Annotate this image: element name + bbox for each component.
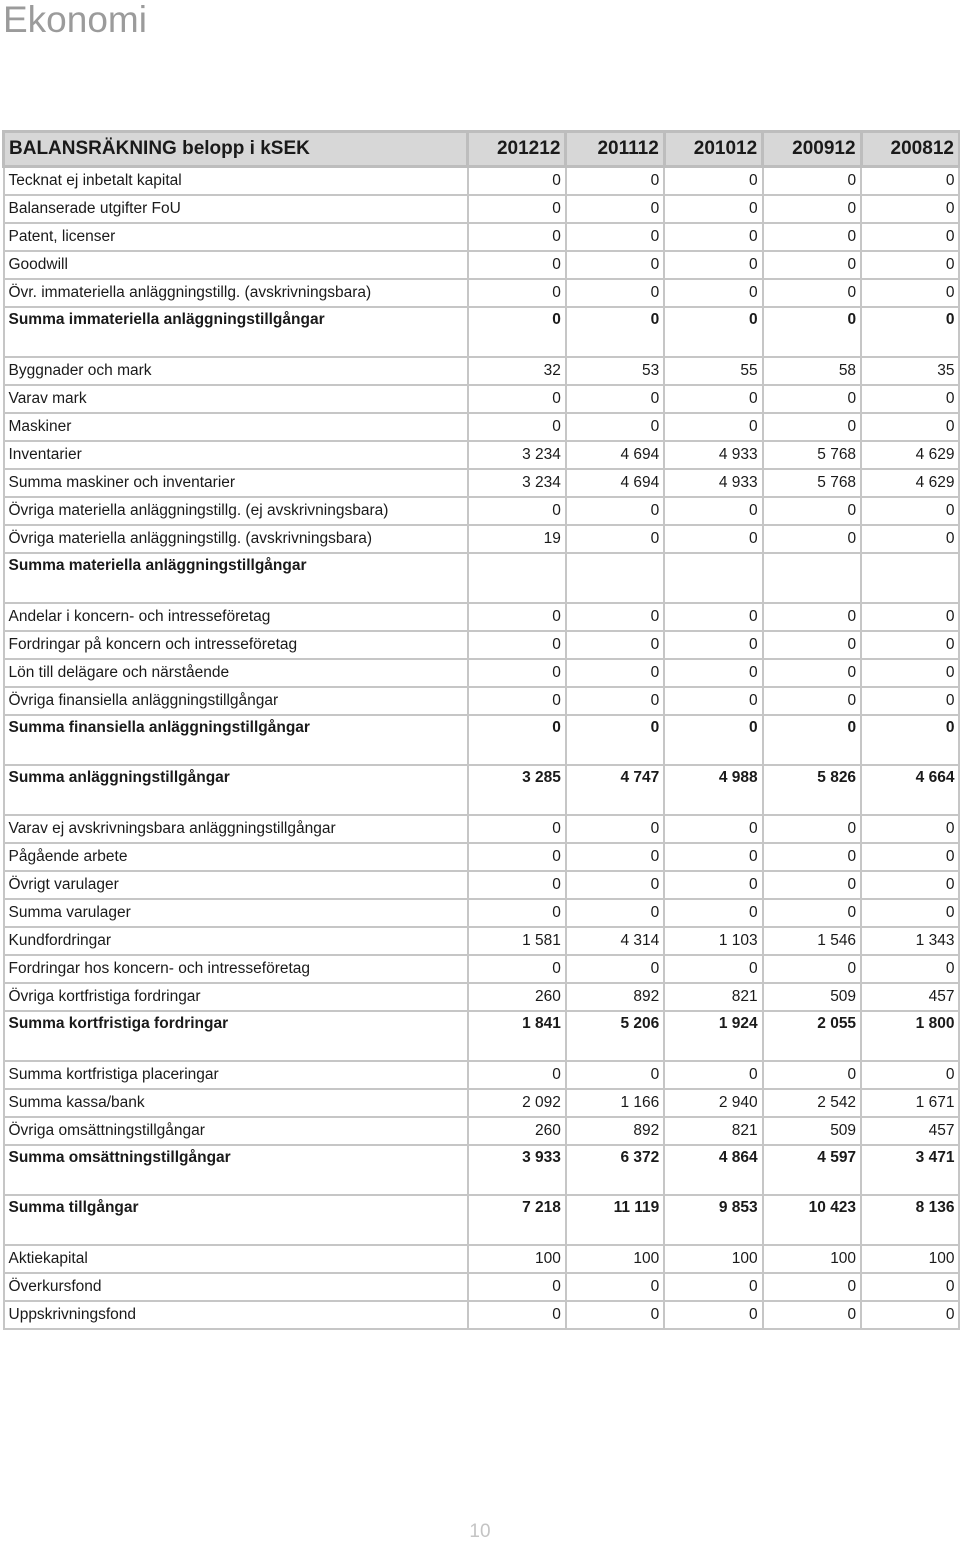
row-value: 0 <box>861 413 959 441</box>
row-value: 0 <box>468 659 566 687</box>
row-value: 0 <box>763 687 861 715</box>
row-value: 0 <box>664 279 762 307</box>
row-value: 0 <box>861 815 959 843</box>
row-value: 0 <box>664 871 762 899</box>
row-value: 0 <box>763 279 861 307</box>
row-value: 3 234 <box>468 469 566 497</box>
row-value: 0 <box>763 871 861 899</box>
row-label: Övriga omsättningstillgångar <box>4 1117 468 1145</box>
table-row <box>4 687 960 715</box>
row-value: 0 <box>468 385 566 413</box>
row-value: 0 <box>763 1273 861 1301</box>
row-label: Summa varulager <box>4 899 468 927</box>
table-row <box>4 167 960 196</box>
row-value: 0 <box>763 251 861 279</box>
row-value: 0 <box>468 843 566 871</box>
row-label: Överkursfond <box>4 1273 468 1301</box>
row-value: 7 218 <box>468 1195 566 1245</box>
row-value: 2 542 <box>763 1089 861 1117</box>
table-row <box>4 1301 960 1329</box>
row-value: 0 <box>566 871 664 899</box>
row-label: Övriga finansiella anläggningstillgångar <box>4 687 468 715</box>
row-value: 0 <box>861 525 959 553</box>
row-value: 892 <box>566 983 664 1011</box>
row-value: 5 826 <box>763 765 861 815</box>
year-header: 201012 <box>664 132 762 167</box>
row-value: 1 581 <box>468 927 566 955</box>
row-label: Övriga kortfristiga fordringar <box>4 983 468 1011</box>
row-value: 0 <box>763 223 861 251</box>
table-header-row <box>4 132 960 167</box>
row-value: 0 <box>566 413 664 441</box>
row-value: 0 <box>763 603 861 631</box>
row-value: 2 940 <box>664 1089 762 1117</box>
row-value: 509 <box>763 983 861 1011</box>
table-header-label: BALANSRÄKNING belopp i kSEK <box>4 132 468 167</box>
row-label: Kundfordringar <box>4 927 468 955</box>
table-row <box>4 307 960 357</box>
row-value: 2 092 <box>468 1089 566 1117</box>
table-row <box>4 815 960 843</box>
row-value: 0 <box>763 1301 861 1329</box>
row-value: 821 <box>664 983 762 1011</box>
row-value: 457 <box>861 983 959 1011</box>
row-value: 0 <box>861 223 959 251</box>
row-value: 4 933 <box>664 441 762 469</box>
table-row <box>4 385 960 413</box>
year-header: 200912 <box>763 132 861 167</box>
row-value: 0 <box>566 385 664 413</box>
row-value: 0 <box>861 871 959 899</box>
row-label: Tecknat ej inbetalt kapital <box>4 167 468 196</box>
row-value: 0 <box>566 955 664 983</box>
row-value: 100 <box>763 1245 861 1273</box>
row-value: 0 <box>664 659 762 687</box>
row-value: 0 <box>763 659 861 687</box>
row-label: Summa maskiner och inventarier <box>4 469 468 497</box>
row-value: 2 055 <box>763 1011 861 1061</box>
row-label: Balanserade utgifter FoU <box>4 195 468 223</box>
row-value: 1 841 <box>468 1011 566 1061</box>
row-value: 0 <box>861 955 959 983</box>
row-label: Summa anläggningstillgångar <box>4 765 468 815</box>
table-row <box>4 195 960 223</box>
row-value: 0 <box>468 899 566 927</box>
row-value: 4 664 <box>861 765 959 815</box>
row-value: 0 <box>763 195 861 223</box>
row-value: 5 206 <box>566 1011 664 1061</box>
row-value: 6 372 <box>566 1145 664 1195</box>
row-value: 0 <box>664 955 762 983</box>
table-row <box>4 251 960 279</box>
row-value: 0 <box>468 1061 566 1089</box>
row-value: 0 <box>468 603 566 631</box>
page-number: 10 <box>469 1521 491 1542</box>
table-row <box>4 603 960 631</box>
row-value: 0 <box>566 715 664 765</box>
row-label: Patent, licenser <box>4 223 468 251</box>
row-value: 0 <box>664 497 762 525</box>
row-label: Övr. immateriella anläggningstillg. (avskrivningsbara) <box>4 279 468 307</box>
row-value: 0 <box>468 715 566 765</box>
row-value <box>763 553 861 603</box>
table-row <box>4 983 960 1011</box>
row-value: 0 <box>468 815 566 843</box>
row-value: 0 <box>566 497 664 525</box>
row-label: Summa tillgångar <box>4 1195 468 1245</box>
row-label: Lön till delägare och närstående <box>4 659 468 687</box>
row-value: 4 597 <box>763 1145 861 1195</box>
row-label: Övrigt varulager <box>4 871 468 899</box>
row-value: 0 <box>566 815 664 843</box>
table-row <box>4 1273 960 1301</box>
row-value: 9 853 <box>664 1195 762 1245</box>
row-value: 0 <box>861 497 959 525</box>
row-value: 0 <box>468 497 566 525</box>
balance-sheet-table <box>2 130 960 1330</box>
row-value: 1 103 <box>664 927 762 955</box>
row-value: 0 <box>566 279 664 307</box>
table-row <box>4 525 960 553</box>
row-value: 100 <box>468 1245 566 1273</box>
row-value: 5 768 <box>763 441 861 469</box>
table-row <box>4 497 960 525</box>
row-value <box>566 553 664 603</box>
row-value: 0 <box>861 279 959 307</box>
row-value: 1 924 <box>664 1011 762 1061</box>
row-value: 55 <box>664 357 762 385</box>
row-value: 0 <box>566 167 664 196</box>
row-value: 1 671 <box>861 1089 959 1117</box>
row-label: Fordringar hos koncern- och intresseföretag <box>4 955 468 983</box>
row-value: 0 <box>664 167 762 196</box>
row-value: 58 <box>763 357 861 385</box>
row-value: 0 <box>664 251 762 279</box>
row-value: 3 234 <box>468 441 566 469</box>
row-value: 0 <box>664 899 762 927</box>
table-row <box>4 1195 960 1245</box>
row-label: Summa kortfristiga placeringar <box>4 1061 468 1089</box>
row-value: 4 933 <box>664 469 762 497</box>
table-row <box>4 1117 960 1145</box>
row-value: 1 546 <box>763 927 861 955</box>
table-row <box>4 1089 960 1117</box>
row-value: 0 <box>664 307 762 357</box>
table-row <box>4 765 960 815</box>
row-value: 0 <box>566 251 664 279</box>
table-row <box>4 441 960 469</box>
row-value: 0 <box>468 687 566 715</box>
row-value: 0 <box>763 715 861 765</box>
row-value: 100 <box>861 1245 959 1273</box>
row-value: 0 <box>664 413 762 441</box>
row-value: 0 <box>664 525 762 553</box>
row-label: Summa kortfristiga fordringar <box>4 1011 468 1061</box>
row-label: Varav mark <box>4 385 468 413</box>
row-value: 4 314 <box>566 927 664 955</box>
table-row <box>4 715 960 765</box>
table-row <box>4 1145 960 1195</box>
row-value: 19 <box>468 525 566 553</box>
row-label: Summa omsättningstillgångar <box>4 1145 468 1195</box>
row-value: 0 <box>664 843 762 871</box>
row-value: 0 <box>664 1061 762 1089</box>
row-value: 0 <box>763 899 861 927</box>
table-row <box>4 631 960 659</box>
row-value: 4 747 <box>566 765 664 815</box>
row-value: 0 <box>664 631 762 659</box>
row-value: 4 988 <box>664 765 762 815</box>
row-value: 4 694 <box>566 441 664 469</box>
row-value: 0 <box>763 631 861 659</box>
row-value: 3 933 <box>468 1145 566 1195</box>
table-row <box>4 469 960 497</box>
row-value: 0 <box>566 631 664 659</box>
row-value: 0 <box>566 603 664 631</box>
row-value: 0 <box>566 223 664 251</box>
row-value: 0 <box>861 603 959 631</box>
table-row <box>4 357 960 385</box>
row-label: Summa kassa/bank <box>4 1089 468 1117</box>
table-row <box>4 223 960 251</box>
row-value: 10 423 <box>763 1195 861 1245</box>
row-value: 0 <box>664 1301 762 1329</box>
row-value: 0 <box>468 223 566 251</box>
row-label: Fordringar på koncern och intresseföretag <box>4 631 468 659</box>
row-value: 0 <box>763 307 861 357</box>
row-value: 3 285 <box>468 765 566 815</box>
row-value: 0 <box>664 603 762 631</box>
row-value: 0 <box>664 385 762 413</box>
row-value: 457 <box>861 1117 959 1145</box>
row-value: 0 <box>763 497 861 525</box>
row-value: 4 864 <box>664 1145 762 1195</box>
row-value: 0 <box>861 899 959 927</box>
row-value: 35 <box>861 357 959 385</box>
row-value: 0 <box>566 1301 664 1329</box>
row-value: 0 <box>861 251 959 279</box>
row-value: 0 <box>763 815 861 843</box>
row-value: 0 <box>566 687 664 715</box>
row-value: 0 <box>566 1273 664 1301</box>
row-label: Inventarier <box>4 441 468 469</box>
row-label: Maskiner <box>4 413 468 441</box>
row-value: 0 <box>468 955 566 983</box>
row-value: 100 <box>664 1245 762 1273</box>
row-value: 5 768 <box>763 469 861 497</box>
table-row <box>4 871 960 899</box>
row-label: Pågående arbete <box>4 843 468 871</box>
row-value: 0 <box>763 525 861 553</box>
row-value: 3 471 <box>861 1145 959 1195</box>
table-row <box>4 279 960 307</box>
row-value: 1 800 <box>861 1011 959 1061</box>
row-value: 0 <box>763 1061 861 1089</box>
row-value: 0 <box>861 1301 959 1329</box>
row-value: 8 136 <box>861 1195 959 1245</box>
table-row <box>4 1011 960 1061</box>
row-value: 0 <box>861 307 959 357</box>
row-value: 53 <box>566 357 664 385</box>
row-value: 4 629 <box>861 441 959 469</box>
row-value: 0 <box>763 843 861 871</box>
row-value: 0 <box>468 871 566 899</box>
row-value: 0 <box>468 167 566 196</box>
row-value: 0 <box>468 279 566 307</box>
row-label: Byggnader och mark <box>4 357 468 385</box>
row-value: 0 <box>468 251 566 279</box>
row-value: 509 <box>763 1117 861 1145</box>
row-value <box>468 553 566 603</box>
row-value: 0 <box>664 223 762 251</box>
row-value: 0 <box>861 659 959 687</box>
row-value: 100 <box>566 1245 664 1273</box>
row-value: 0 <box>861 385 959 413</box>
row-value: 0 <box>566 843 664 871</box>
row-label: Aktiekapital <box>4 1245 468 1273</box>
row-value: 0 <box>861 687 959 715</box>
row-value: 0 <box>468 413 566 441</box>
row-value: 0 <box>566 195 664 223</box>
row-value: 0 <box>861 167 959 196</box>
row-value: 0 <box>763 167 861 196</box>
row-value: 260 <box>468 983 566 1011</box>
row-value: 0 <box>861 195 959 223</box>
table-row <box>4 927 960 955</box>
row-label: Summa finansiella anläggningstillgångar <box>4 715 468 765</box>
row-value: 0 <box>566 899 664 927</box>
table-row <box>4 955 960 983</box>
row-value: 0 <box>664 815 762 843</box>
row-label: Goodwill <box>4 251 468 279</box>
row-value: 4 694 <box>566 469 664 497</box>
table-body <box>4 167 960 1330</box>
row-label: Summa materiella anläggningstillgångar <box>4 553 468 603</box>
row-value: 0 <box>664 195 762 223</box>
table-row <box>4 1061 960 1089</box>
row-value: 0 <box>468 1273 566 1301</box>
row-value: 0 <box>566 525 664 553</box>
row-value <box>861 553 959 603</box>
row-value: 0 <box>763 955 861 983</box>
table-row <box>4 899 960 927</box>
row-value: 1 166 <box>566 1089 664 1117</box>
row-value: 0 <box>468 631 566 659</box>
row-value: 32 <box>468 357 566 385</box>
table-row <box>4 659 960 687</box>
row-label: Övriga materiella anläggningstillg. (avskrivningsbara) <box>4 525 468 553</box>
year-header: 201112 <box>566 132 664 167</box>
row-value: 892 <box>566 1117 664 1145</box>
row-value: 0 <box>566 307 664 357</box>
row-value: 0 <box>468 195 566 223</box>
row-value: 0 <box>861 715 959 765</box>
page-title: Ekonomi <box>3 0 147 40</box>
row-value: 0 <box>566 1061 664 1089</box>
table-row <box>4 553 960 603</box>
table-row <box>4 413 960 441</box>
table-row <box>4 1245 960 1273</box>
row-value: 4 629 <box>861 469 959 497</box>
row-value: 260 <box>468 1117 566 1145</box>
row-value: 821 <box>664 1117 762 1145</box>
row-value: 0 <box>566 659 664 687</box>
year-header: 200812 <box>861 132 959 167</box>
row-label: Summa immateriella anläggningstillgångar <box>4 307 468 357</box>
row-label: Uppskrivningsfond <box>4 1301 468 1329</box>
row-value <box>664 553 762 603</box>
row-value: 0 <box>664 687 762 715</box>
row-value: 0 <box>861 1061 959 1089</box>
row-label: Varav ej avskrivningsbara anläggningstillgångar <box>4 815 468 843</box>
row-value: 0 <box>468 1301 566 1329</box>
table-row <box>4 843 960 871</box>
row-value: 1 343 <box>861 927 959 955</box>
row-value: 0 <box>763 385 861 413</box>
row-value: 0 <box>861 631 959 659</box>
row-value: 0 <box>763 413 861 441</box>
row-label: Övriga materiella anläggningstillg. (ej avskrivningsbara) <box>4 497 468 525</box>
row-value: 0 <box>664 1273 762 1301</box>
row-value: 0 <box>861 843 959 871</box>
row-value: 0 <box>664 715 762 765</box>
row-value: 11 119 <box>566 1195 664 1245</box>
row-label: Andelar i koncern- och intresseföretag <box>4 603 468 631</box>
row-value: 0 <box>468 307 566 357</box>
year-header: 201212 <box>468 132 566 167</box>
row-value: 0 <box>861 1273 959 1301</box>
